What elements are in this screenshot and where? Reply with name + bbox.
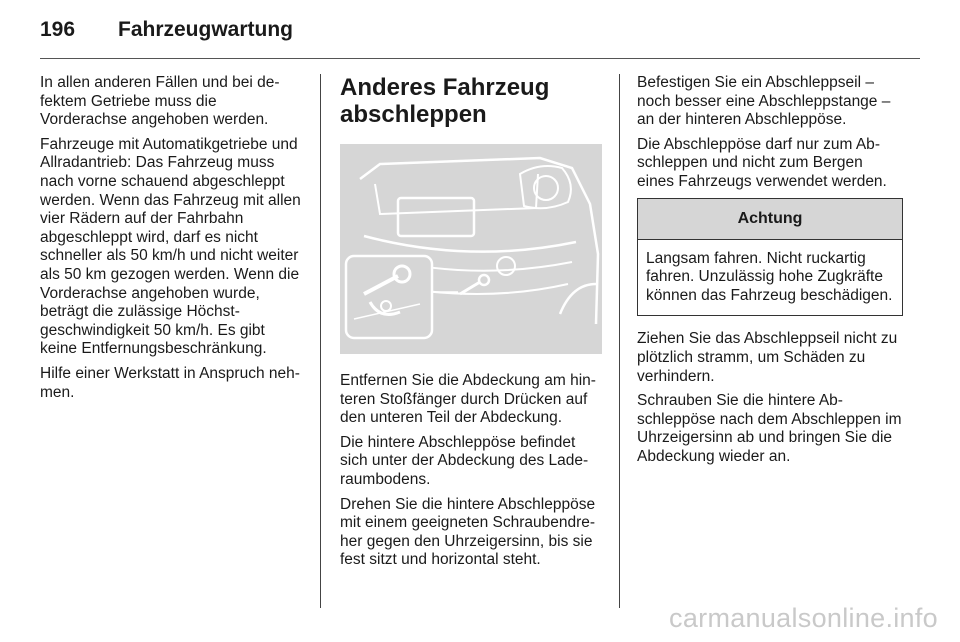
warning-text: Langsam fahren. Nicht ruckartig fahren. Unzulässig hohe Zugkräfte können das Fahrzeug beschädigen. [646,249,893,304]
paragraph: Schrauben Sie die hintere Abschleppöse nach dem Abschleppen im Uhrzeigersinn ab und bringen Sie die Abdeckung wieder an. [637,392,902,465]
paragraph: Die hintere Abschleppöse befindet sich unter der Abdeckung des Laderaumbodens. [340,433,589,488]
paragraph: Drehen Sie die hintere Abschleppöse mit einem geeigneten Schraubendreher gegen den Uhrzeigersinn, bis sie fest sitzt und horizontal steht. [340,495,596,569]
page-number: 196 [40,18,76,41]
paragraph: In allen anderen Fällen und bei defektem Getriebe muss die Vorderachse angehoben werden. [40,74,280,129]
page-header [40,18,293,48]
middle-column [340,74,602,576]
header-rule [40,58,920,59]
paragraph: Befestigen Sie ein Abschleppseil – noch besser eine Abschleppstange – an der hinteren Abschleppöse. [637,74,891,129]
paragraph: Die Abschleppöse darf nur zum Abschleppen und nicht zum Bergen eines Fahrzeugs verwendet werden. [637,135,887,190]
section-heading: Anderes Fahrzeug abschleppen [340,74,550,128]
column-divider [320,74,321,608]
paragraph: Fahrzeuge mit Automatikgetriebe und Allradantrieb: Das Fahrzeug muss nach vorne schauend abgeschleppt werden. Wenn das Fahrzeug mit allen vier Rädern auf der Fahrbahn abgeschleppt wird, darf es nicht schneller als 50 km/h und nicht weiter als 50 km gezogen werden. Wenn die Vorderachse angehoben wurde, beträgt die zulässige Höchstgeschwindigkeit 50 km/h. Es gibt keine Entfernungsbeschränkung. [40,135,301,358]
right-column [637,74,903,473]
paragraph: Entfernen Sie die Abdeckung am hinteren Stoßfänger durch Drücken auf den unteren Teil der Abdeckung. [340,372,596,427]
tow-eye-drawing [340,144,602,354]
warning-title: Achtung [638,199,902,240]
warning-box [637,198,903,317]
paragraph: Ziehen Sie das Abschleppseil nicht zu plötzlich stramm, um Schäden zu verhindern. [637,330,898,385]
watermark: carmanualsonline.info [669,603,938,633]
paragraph: Hilfe einer Werkstatt in Anspruch nehmen. [40,364,300,401]
page-title: Fahrzeugwartung [118,18,294,41]
column-divider [619,74,620,608]
rear-bumper-tow-eye-illustration [340,144,602,354]
left-column [40,74,302,408]
